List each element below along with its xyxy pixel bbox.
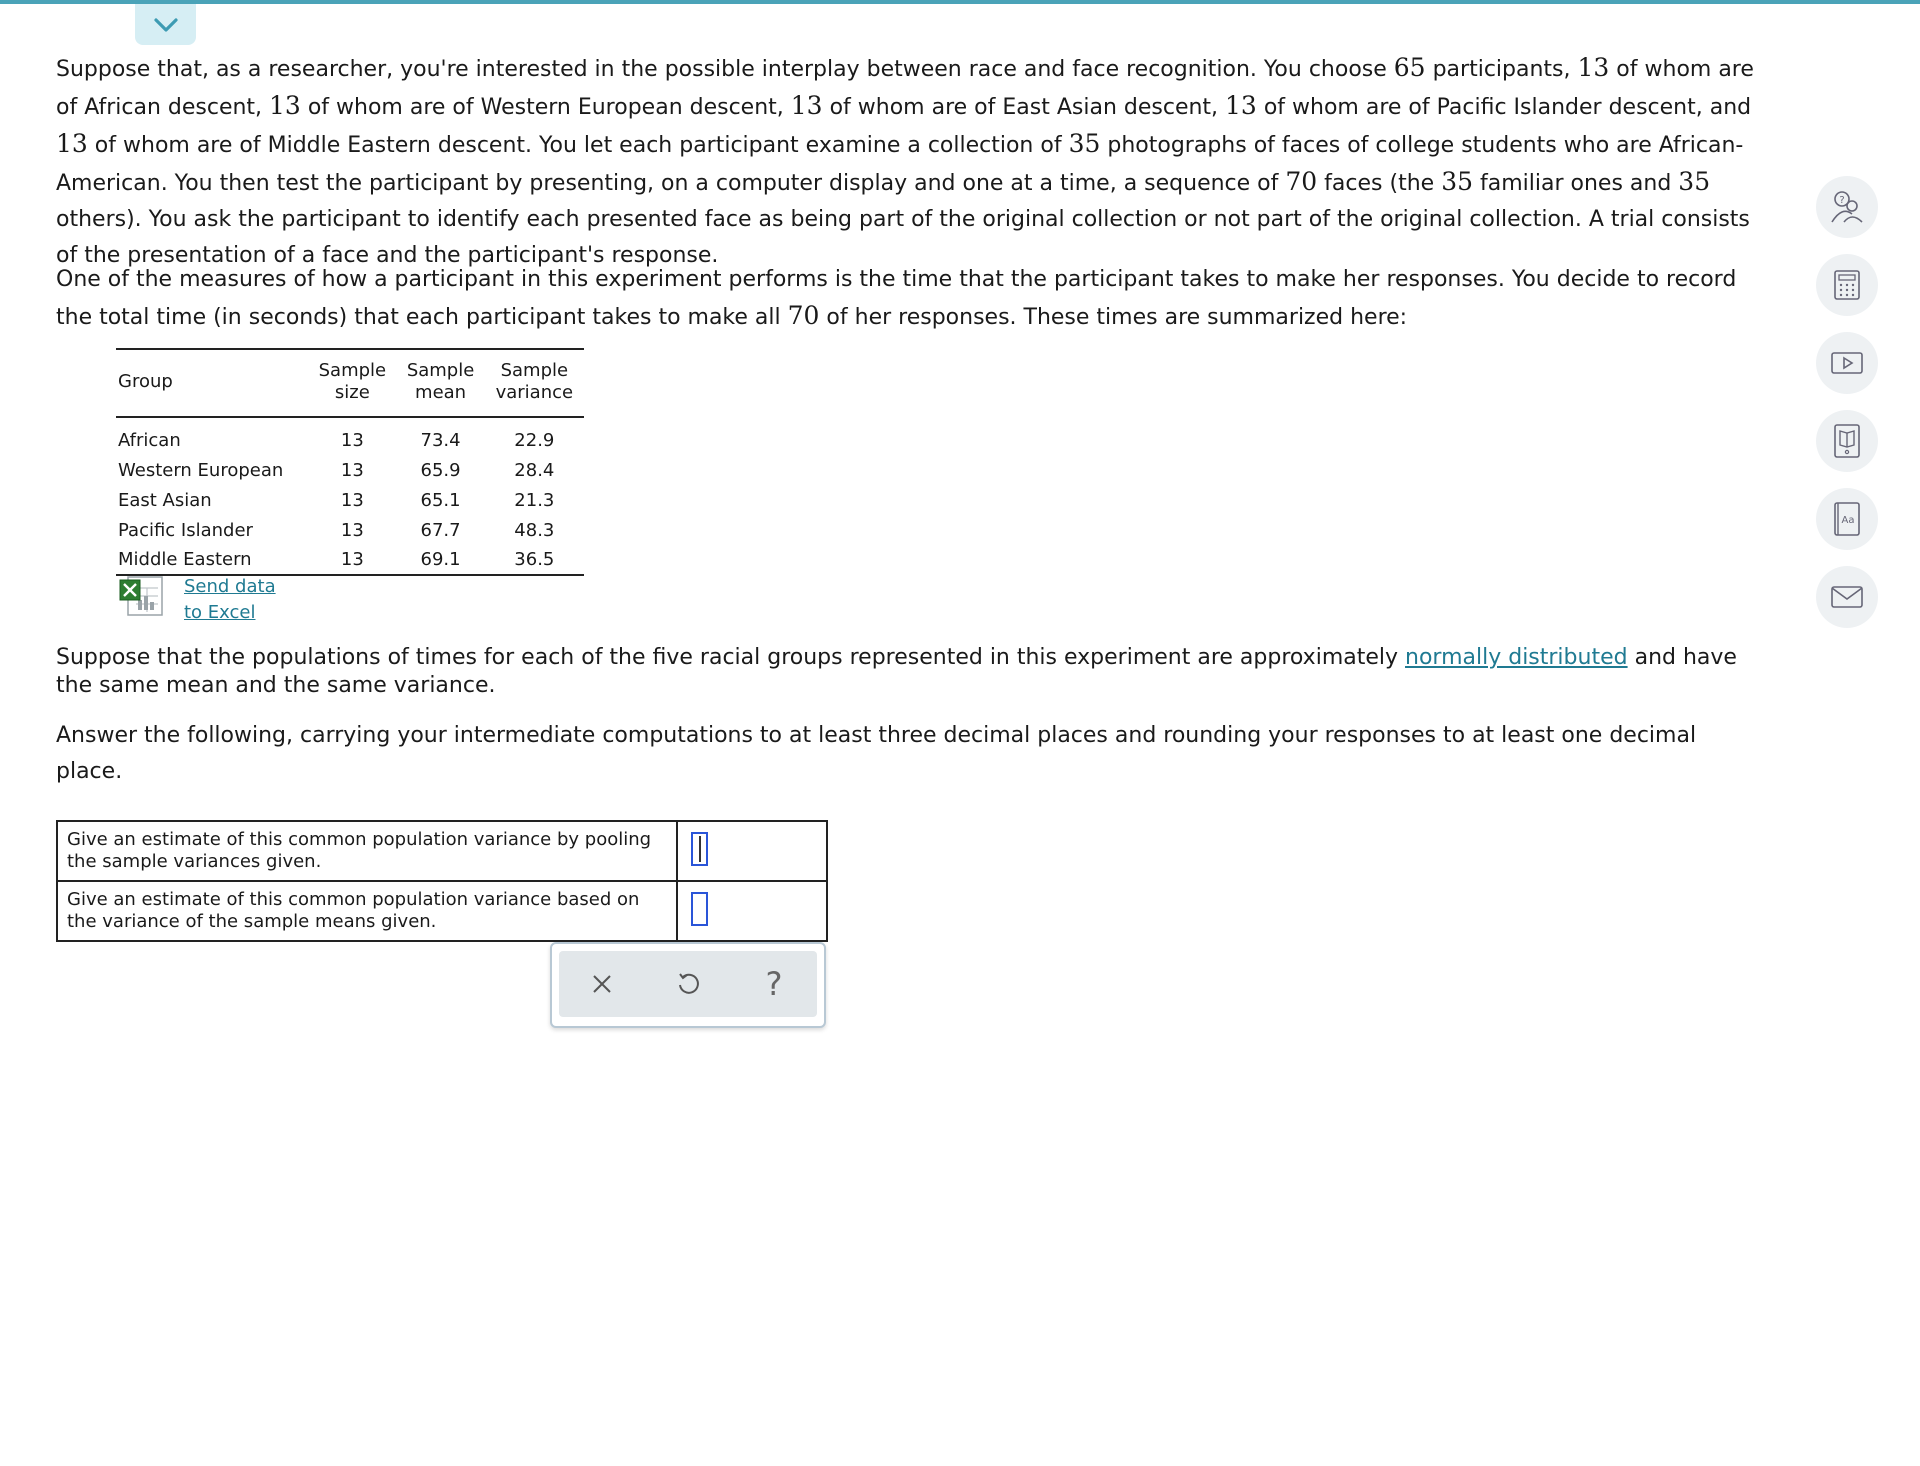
undo-button[interactable] bbox=[666, 962, 710, 1006]
table-row bbox=[116, 485, 584, 515]
glossary-button[interactable] bbox=[1816, 488, 1878, 550]
video-icon bbox=[1830, 350, 1864, 376]
cell-size: 13 bbox=[340, 489, 364, 511]
answer-toolbar bbox=[550, 942, 826, 1028]
send-to-excel-label[interactable]: Send data to Excel bbox=[184, 576, 276, 623]
assumption-paragraph: Suppose that the populations of times for each of the five racial groups represented in this experiment are approximately normally distributed and have the same mean and the same variance. bbox=[56, 645, 1737, 698]
summary-data-table bbox=[116, 348, 584, 576]
ask-tutor-icon bbox=[1828, 188, 1866, 226]
means-variance-input[interactable] bbox=[691, 892, 708, 926]
table-header-row bbox=[116, 349, 584, 417]
cell-group: Western European bbox=[118, 459, 284, 481]
cell-variance: 48.3 bbox=[514, 519, 555, 541]
answer-row bbox=[57, 821, 827, 881]
question-means-variance: Give an estimate of this common population variance based on the variance of the sample means given. bbox=[57, 881, 677, 941]
cell-mean: 65.9 bbox=[420, 459, 461, 481]
answer-row bbox=[57, 881, 827, 941]
video-button[interactable] bbox=[1816, 332, 1878, 394]
message-button[interactable] bbox=[1816, 566, 1878, 628]
cell-mean: 69.1 bbox=[420, 549, 461, 570]
glossary-icon bbox=[1832, 501, 1862, 537]
cell-group: Middle Eastern bbox=[118, 549, 252, 570]
cell-mean: 67.7 bbox=[420, 519, 461, 541]
close-icon bbox=[591, 973, 613, 995]
cell-mean: 65.1 bbox=[420, 489, 461, 511]
svg-text:?: ? bbox=[1839, 195, 1845, 206]
answer-toolbar-inner bbox=[559, 951, 817, 1017]
answer-cell bbox=[677, 881, 827, 941]
ebook-icon bbox=[1832, 423, 1862, 459]
normally-distributed-link[interactable]: normally distributed bbox=[1405, 645, 1628, 670]
table-row bbox=[116, 515, 584, 545]
cell-size: 13 bbox=[340, 549, 364, 570]
help-icon: ? bbox=[765, 965, 783, 1003]
calculator-button[interactable] bbox=[1816, 254, 1878, 316]
table-row bbox=[116, 545, 584, 575]
message-icon bbox=[1830, 584, 1864, 610]
header-sample-size: Sample size bbox=[318, 360, 387, 403]
problem-intro-paragraph: Suppose that, as a researcher, you're interested in the possible interplay between race and face recognition. You choose 65 participants, 13 of whom are of African descent, 13 of whom are of Western European descent, 13 of whom are of East Asian descent, 13 of whom are of Pacific Islander descent, and 13 of whom are of Middle Eastern descent. You let each participant examine a collection of 35 photographs of faces of college students who are African-American. You then test the participant by presenting, on a computer display and one at a time, a sequence of 70 faces (the 35 familiar ones and 35 others). You ask the participant to identify each presented face as being part of the original collection or not part of the original collection. A trial consists of the presentation of a face and the participant's response. bbox=[56, 53, 1754, 268]
cell-size: 13 bbox=[340, 459, 364, 481]
pooled-variance-input[interactable] bbox=[691, 832, 708, 866]
ask-tutor-button[interactable] bbox=[1816, 176, 1878, 238]
top-accent-bar bbox=[0, 0, 1920, 4]
answer-cell bbox=[677, 821, 827, 881]
header-sample-mean: Sample mean bbox=[406, 360, 475, 403]
problem-measure-paragraph: One of the measures of how a participant in this experiment performs is the time that the participant takes to make her responses. You decide to record the total time (in seconds) that each participant takes to make all 70 of her responses. These times are summarized here: bbox=[56, 267, 1737, 330]
cell-size: 13 bbox=[340, 519, 364, 541]
clear-button[interactable] bbox=[580, 962, 624, 1006]
instructions-paragraph: Answer the following, carrying your intermediate computations to at least three decimal places and rounding your responses to at least one decimal place. bbox=[56, 723, 1697, 784]
chevron-down-icon bbox=[153, 17, 179, 33]
cell-group: East Asian bbox=[118, 489, 212, 511]
table-row bbox=[116, 455, 584, 485]
cell-group: Pacific Islander bbox=[118, 519, 253, 541]
help-button[interactable] bbox=[752, 962, 796, 1006]
cell-mean: 73.4 bbox=[420, 430, 461, 451]
undo-icon bbox=[675, 971, 701, 997]
send-to-excel-link[interactable] bbox=[118, 574, 276, 626]
svg-text:Aa: Aa bbox=[1841, 515, 1855, 526]
calculator-icon bbox=[1832, 269, 1862, 301]
header-sample-variance: Sample variance bbox=[495, 360, 574, 403]
cell-variance: 22.9 bbox=[514, 430, 555, 451]
cell-variance: 36.5 bbox=[514, 549, 555, 570]
cell-variance: 28.4 bbox=[514, 459, 555, 481]
cell-size: 13 bbox=[340, 430, 364, 451]
answer-table bbox=[56, 820, 828, 942]
cell-variance: 21.3 bbox=[514, 489, 555, 511]
collapse-toggle-button[interactable] bbox=[135, 4, 196, 45]
ebook-button[interactable] bbox=[1816, 410, 1878, 472]
table-row bbox=[116, 417, 584, 455]
cell-group: African bbox=[118, 430, 181, 451]
excel-icon bbox=[118, 574, 166, 618]
question-pooled-variance: Give an estimate of this common population variance by pooling the sample variances given. bbox=[57, 821, 677, 881]
header-group: Group bbox=[118, 371, 173, 392]
